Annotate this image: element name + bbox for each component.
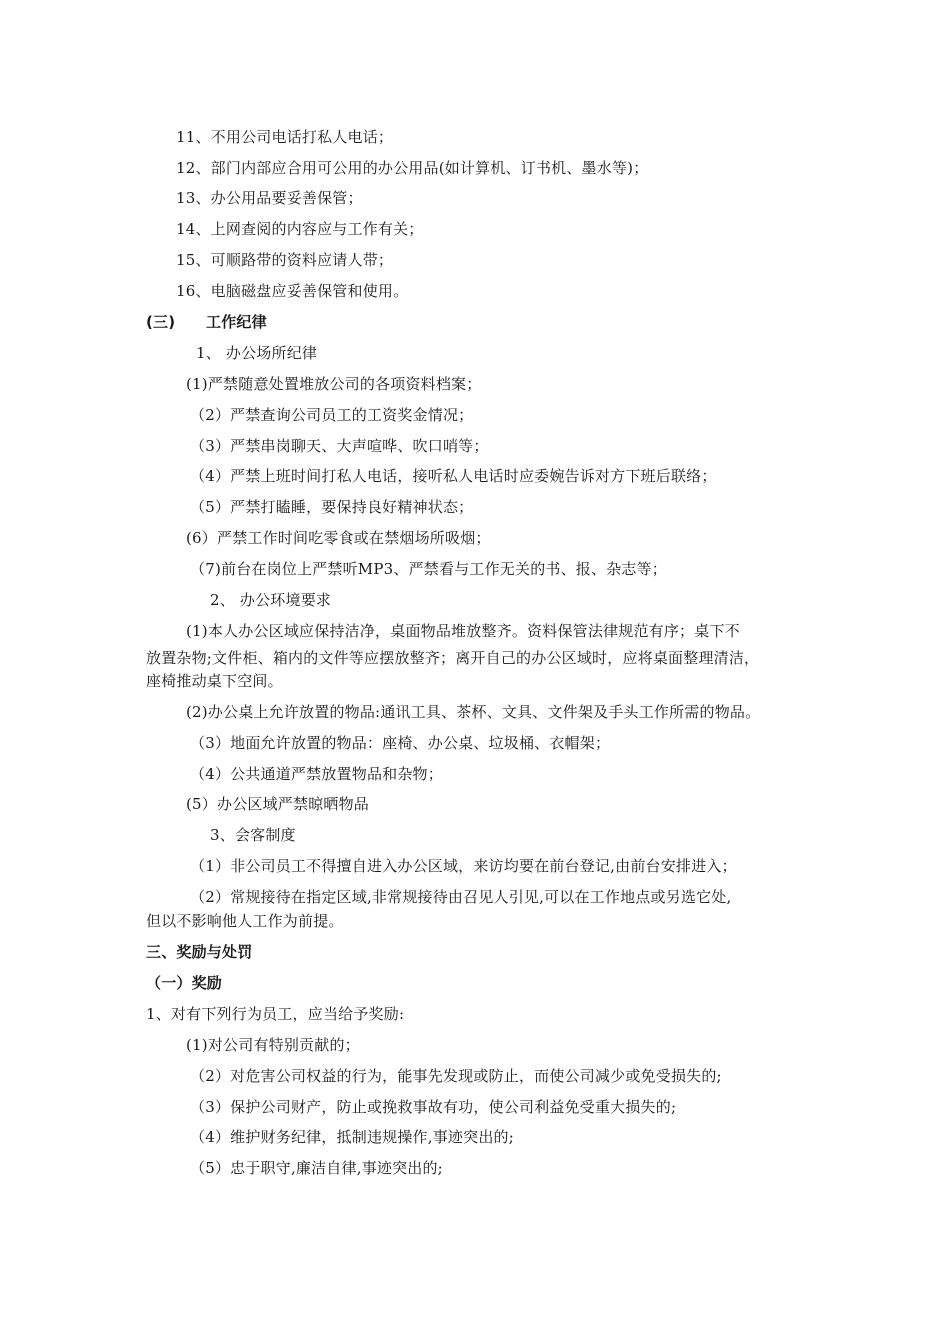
list-item-16: 16、电脑磁盘应妥善保管和使用。 [176,282,409,300]
discipline-item-2: （2）严禁查询公司员工的工资奖金情况； [190,406,474,424]
visitor-item-2-line-2: 但以不影响他人工作为前提。 [146,912,344,930]
discipline-item-3: （3）严禁串岗聊天、大声喧哗、吹口哨等； [190,437,489,455]
list-item-12: 12、部门内部应合用可公用的办公用品(如计算机、订书机、墨水等)； [176,159,649,177]
reward-item-1: (1)对公司有特别贡献的； [186,1036,360,1054]
visitor-item-1: （1）非公司员工不得擅自进入办公区域，来访均要在前台登记,由前台安排进入； [190,857,737,875]
discipline-item-1: (1)严禁随意处置堆放公司的各项资料档案； [186,375,482,393]
reward-item-3: （3）保护公司财产，防止或挽救事故有功，使公司利益免受重大损失的; [190,1098,677,1116]
visitor-item-2-line-1: （2）常规接待在指定区域,非常规接待由召见人引见,可以在工作地点或另选它处, [190,888,732,906]
subsection-heading-rewards: （一）奖励 [146,974,223,992]
reward-item-4: （4）维护财务纪律，抵制违规操作,事迹突出的; [190,1128,514,1146]
section-number: (三) [146,313,176,331]
discipline-item-4: （4）严禁上班时间打私人电话，接听私人电话时应委婉告诉对方下班后联络； [190,467,717,485]
list-item-14: 14、上网查阅的内容应与工作有关； [176,220,424,238]
list-item-13: 13、办公用品要妥善保管； [176,189,363,207]
rewards-intro: 1、对有下列行为员工，应当给予奖励: [146,1005,405,1023]
section-title: 工作纪律 [206,313,267,331]
subheading-visitor-policy: 3、会客制度 [210,826,296,844]
environment-item-4: （4）公共通道严禁放置物品和杂物； [190,765,443,783]
discipline-item-5: （5）严禁打瞌睡，要保持良好精神状态； [190,498,474,516]
reward-item-5: （5）忠于职守,廉洁自律,事迹突出的; [190,1159,443,1177]
environment-item-2: (2)办公桌上允许放置的物品:通讯工具、茶杯、文具、文件架及手头工作所需的物品。 [186,703,761,721]
environment-item-5: (5）办公区域严禁晾晒物品 [186,795,369,813]
subheading-office-discipline: 1、 办公场所纪律 [196,344,318,362]
reward-item-2: （2）对危害公司权益的行为，能事先发现或防止，而使公司减少或免受损失的; [190,1067,722,1085]
section-heading-work-discipline [146,312,267,332]
discipline-item-7: （7)前台在岗位上严禁听MP3、严禁看与工作无关的书、报、杂志等； [190,560,667,578]
discipline-item-6: (6）严禁工作时间吃零食或在禁烟场所吸烟； [186,529,491,547]
environment-item-1-line-3: 座椅推动桌下空间。 [146,672,283,690]
environment-item-1-line-2: 放置杂物;文件柜、箱内的文件等应摆放整齐；离开自己的办公区域时，应将桌面整理清洁， [146,649,760,667]
section-heading-rewards-penalties: 三、奖励与处罚 [146,943,253,961]
subheading-office-environment: 2、 办公环境要求 [210,591,332,609]
environment-item-3: （3）地面允许放置的物品：座椅、办公桌、垃圾桶、衣帽架； [190,734,611,752]
list-item-11: 11、不用公司电话打私人电话； [176,128,394,146]
list-item-15: 15、可顺路带的资料应请人带； [176,251,394,269]
environment-item-1-line-1: (1)本人办公区域应保持洁净，桌面物品堆放整齐。资料保管法律规范有序；桌下不 [186,622,740,640]
